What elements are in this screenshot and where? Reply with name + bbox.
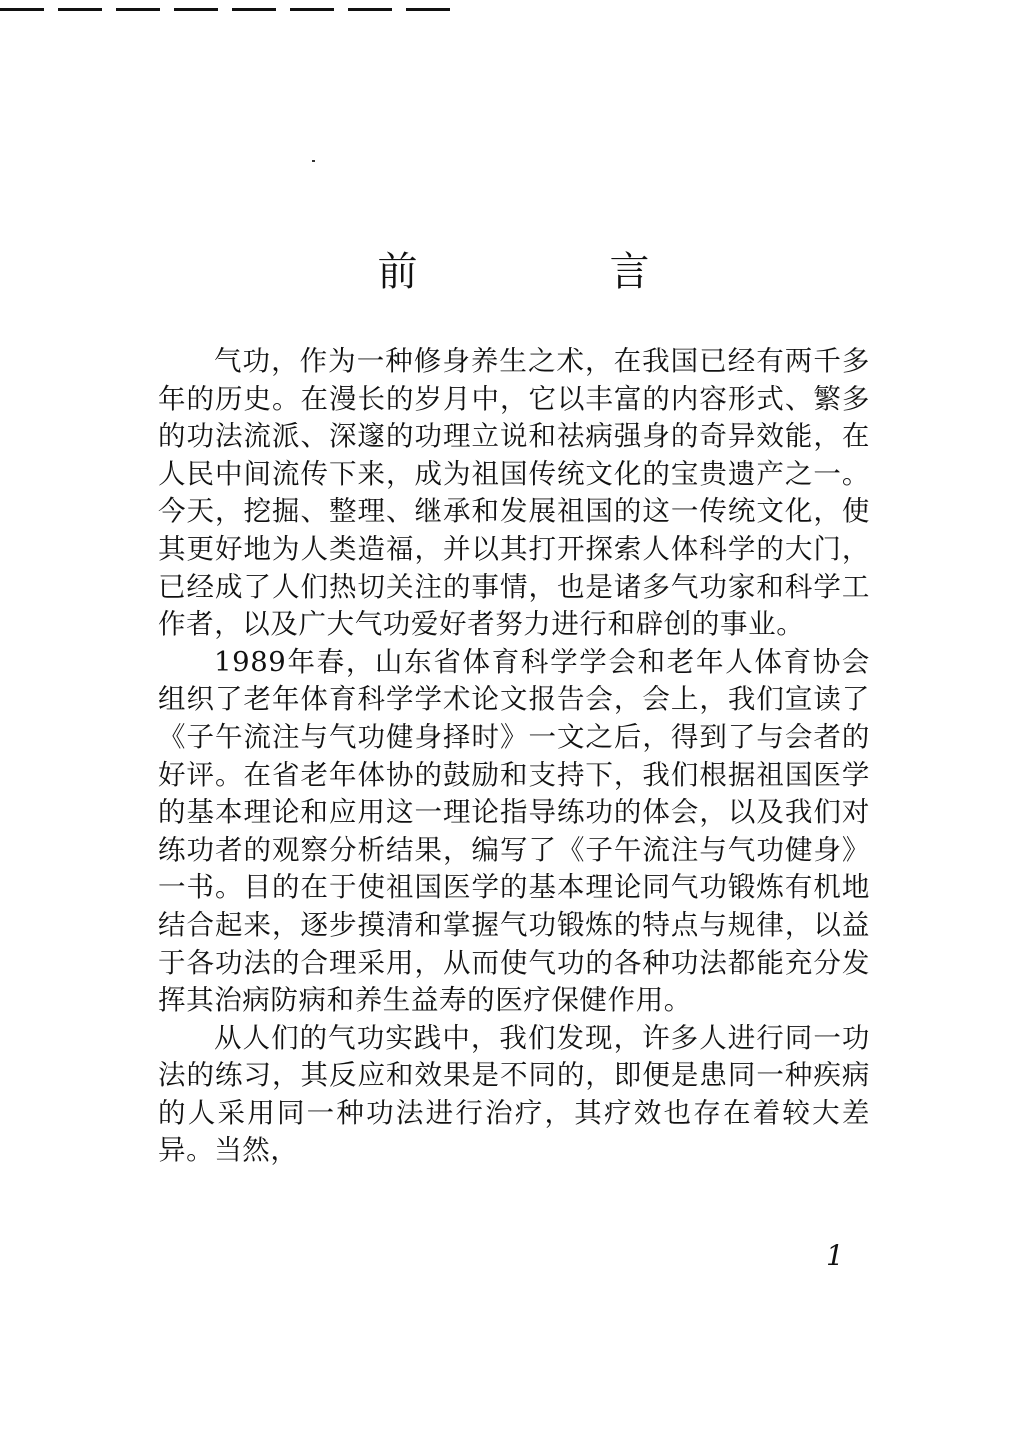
paragraph-2: 1989年春，山东省体育科学学会和老年人体育协会组织了老年体育科学学术论文报告会，会上，我们宣读了《子午流注与气功健身择时》一文之后，得到了与会者的好评。在省老年体协的鼓励和支持下，我们根据祖国医学的基本理论和应用这一理论指导练功的体会，以及我们对练功者的观察分析结果，编写了《子午流注与气功健身》一书。目的在于使祖国医学的基本理论同气功锻炼有机地结合起来，逐步摸清和掌握气功锻炼的特点与规律，以益于各功法的合理采用，从而使气功的各种功法都能充分发挥其治病防病和养生益寿的医疗保健作用。 — [158, 645, 870, 1017]
scan-speck — [312, 160, 315, 162]
paragraph-3: 从人们的气功实践中，我们发现，许多人进行同一功法的练习，其反应和效果是不同的，即便是患同一种疾病的人采用同一种功法进行治疗，其疗效也存在着较大差异。当然， — [158, 1021, 870, 1167]
rule-segment — [116, 8, 160, 11]
page-number: 1 — [826, 1239, 844, 1272]
paragraph-1: 气功，作为一种修身养生之术，在我国已经有两千多年的历史。在漫长的岁月中，它以丰富的内容形式、繁多的功法流派、深邃的功理立说和祛病强身的奇异效能，在人民中间流传下来，成为祖国传统文化的宝贵遗产之一。今天，挖掘、整理、继承和发展祖国的这一传统文化，使其更好地为人类造福，并以其打开探索人体科学的大门，已经成了人们热切关注的事情，也是诸多气功家和科学工作者，以及广大气功爱好者努力进行和辟创的事业。 — [158, 345, 870, 641]
rule-segment — [232, 8, 276, 11]
rule-segment — [174, 8, 218, 11]
page-title: 前 言 — [377, 249, 726, 295]
rule-segment — [58, 8, 102, 11]
top-edge-rule — [0, 8, 520, 12]
rule-segment — [406, 8, 450, 11]
preface-body — [158, 343, 870, 1170]
rule-segment — [0, 8, 44, 11]
rule-segment — [348, 8, 392, 11]
rule-segment — [290, 8, 334, 11]
